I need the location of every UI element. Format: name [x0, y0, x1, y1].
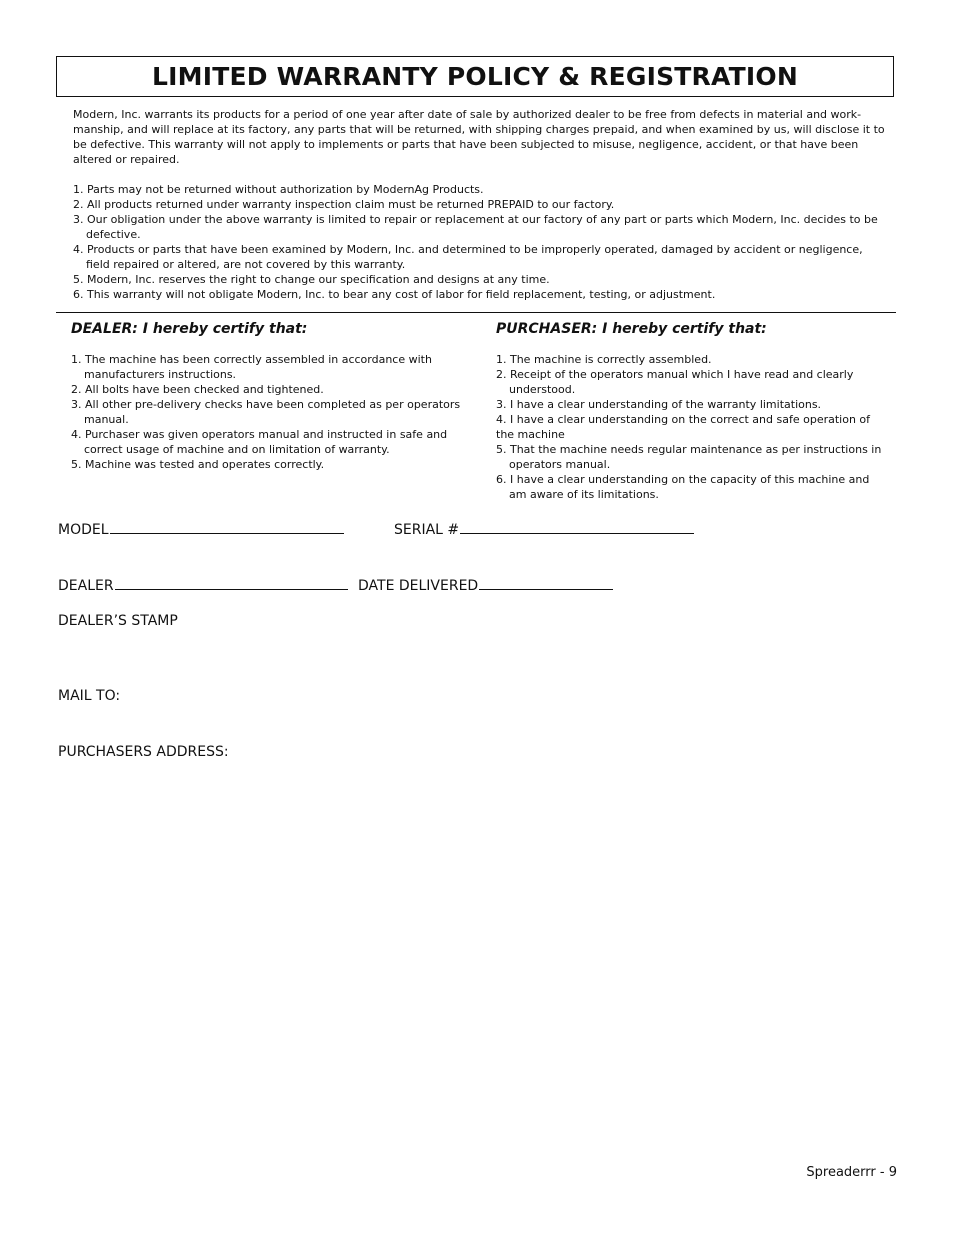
model-field: [58, 519, 344, 539]
warranty-term: 5. Modern, Inc. reserves the right to change our specification and designs at any time.: [73, 273, 550, 286]
purchaser-item: 4. I have a clear understanding on the correct and safe operation of the machine: [496, 413, 871, 441]
purchasers-address-label: PURCHASERS ADDRESS:: [58, 744, 229, 760]
section-divider: [56, 312, 896, 313]
date-delivered-field: [358, 575, 613, 595]
title-box: [56, 56, 894, 97]
dealer-certification-list: [71, 352, 461, 472]
warranty-term: 3. Our obligation under the above warranty is limited to repair or replacement at our factory of any part or parts which Modern, Inc. decides to be defective.: [73, 213, 878, 241]
date-delivered-input-line[interactable]: [479, 575, 613, 590]
page-footer: Spreaderrr - 9: [806, 1165, 897, 1180]
warranty-terms-list: [73, 182, 888, 302]
dealer-certification: [71, 319, 461, 471]
dealer-field: [58, 575, 348, 595]
warranty-term: 2. All products returned under warranty inspection claim must be returned PREPAID to our factory.: [73, 198, 615, 211]
serial-input-line[interactable]: [460, 519, 694, 534]
model-label: MODEL: [58, 522, 109, 538]
date-delivered-label: DATE DELIVERED: [358, 578, 479, 594]
dealer-heading: DEALER: I hereby certify that:: [71, 321, 308, 337]
purchaser-certification: [496, 319, 886, 501]
purchaser-item: 3. I have a clear understanding of the warranty limitations.: [496, 398, 822, 411]
purchaser-item: 5. That the machine needs regular maintenance as per instructions in operators manual.: [496, 443, 882, 471]
warranty-term: 4. Products or parts that have been examined by Modern, Inc. and determined to be improperly operated, damaged by accident or negligence, field repaired or altered, are not covered by this warranty.: [73, 243, 863, 271]
dealer-item: 2. All bolts have been checked and tightened.: [71, 383, 324, 396]
dealer-label: DEALER: [58, 578, 114, 594]
dealer-input-line[interactable]: [115, 575, 348, 590]
mail-to-label: MAIL TO:: [58, 688, 121, 704]
warranty-term: 6. This warranty will not obligate Modern, Inc. to bear any cost of labor for field replacement, testing, or adjustment.: [73, 288, 716, 301]
purchaser-heading: PURCHASER: I hereby certify that:: [496, 321, 767, 337]
purchaser-certification-list: [496, 352, 886, 502]
dealer-item: 5. Machine was tested and operates correctly.: [71, 458, 325, 471]
dealer-item: 1. The machine has been correctly assembled in accordance with manufacturers instructions.: [71, 353, 432, 381]
serial-label: SERIAL #: [394, 522, 460, 538]
purchaser-item: 2. Receipt of the operators manual which I have read and clearly understood.: [496, 368, 854, 396]
model-input-line[interactable]: [110, 519, 344, 534]
purchaser-item: 1. The machine is correctly assembled.: [496, 353, 712, 366]
serial-field: [394, 519, 694, 539]
warranty-intro: Modern, Inc. warrants its products for a period of one year after date of sale by authorized dealer to be free from defects in material and work-manship, and will replace at its factory, any parts that will be returned, with shipping charges prepaid, and when examined by us, will disclose it to be defective. This warranty will not apply to implements or parts that have been subjected to misuse, negligence, accident, or that have been altered or repaired.: [73, 108, 885, 166]
purchaser-item: 6. I have a clear understanding on the capacity of this machine and am aware of its limitations.: [496, 473, 870, 501]
dealer-item: 3. All other pre-delivery checks have been completed as per operators manual.: [71, 398, 461, 426]
dealer-item: 4. Purchaser was given operators manual and instructed in safe and correct usage of machine and on limitation of warranty.: [71, 428, 448, 456]
dealers-stamp-label: DEALER’S STAMP: [58, 613, 178, 629]
warranty-term: 1. Parts may not be returned without authorization by ModernAg Products.: [73, 183, 484, 196]
page-title: LIMITED WARRANTY POLICY & REGISTRATION: [152, 62, 798, 91]
